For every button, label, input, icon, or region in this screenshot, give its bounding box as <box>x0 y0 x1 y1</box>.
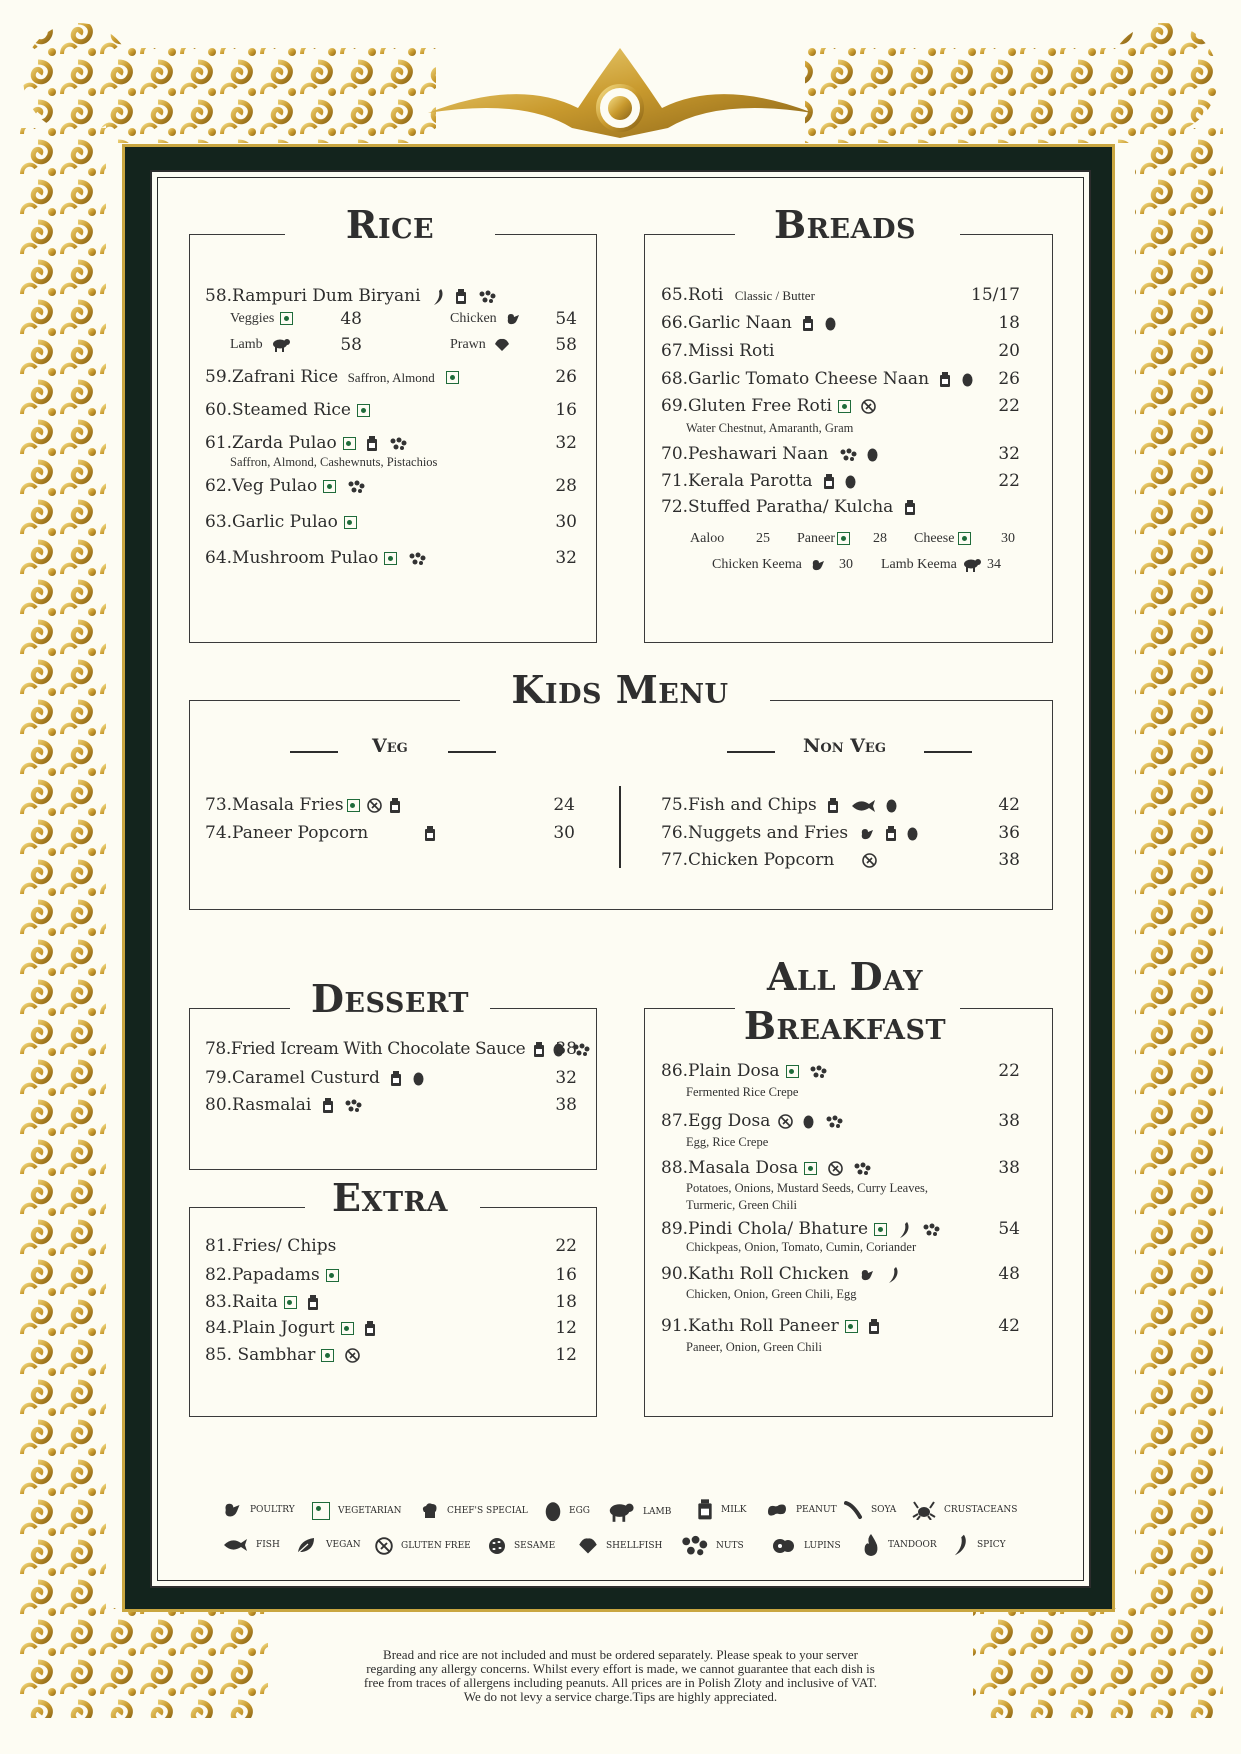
breakfast-price-87: 38 <box>998 1111 1020 1131</box>
peanut-icon <box>766 1502 788 1518</box>
bread-item-65: 65.Roti Classic / Butter <box>661 285 815 305</box>
breakfast-item-87-desc: Egg, Rice Crepe <box>686 1135 769 1149</box>
paratha-price-cheese: 30 <box>1001 531 1015 546</box>
bread-item-69-desc: Water Chestnut, Amaranth, Gram <box>686 421 854 435</box>
breakfast-item-89-desc: Chickpeas, Onion, Tomato, Cumin, Coriander <box>686 1240 917 1254</box>
vegetarian-icon <box>343 437 356 450</box>
egg-icon <box>845 474 856 489</box>
extra-price-81: 22 <box>555 1236 577 1256</box>
fish-icon <box>222 1537 248 1553</box>
bread-item-71: 71.Kerala Parotta <box>661 471 856 491</box>
gluten-free-icon <box>828 1161 843 1176</box>
legend-soya: SOYA <box>843 1500 896 1520</box>
lupins-icon <box>772 1537 796 1555</box>
vegetarian-icon <box>838 400 851 413</box>
poultry-icon <box>859 826 875 842</box>
breakfast-item-88: 88.Masala Dosa <box>661 1158 871 1178</box>
paratha-option-aaloo: Aaloo <box>690 531 725 546</box>
breakfast-price-86: 22 <box>998 1061 1020 1081</box>
biryani-price-prawn: 58 <box>555 335 577 355</box>
milk-icon <box>390 1071 402 1087</box>
disclaimer-line-4: We do not levy a service charge.Tips are highly appreciated. <box>463 1689 778 1704</box>
legend-poultry: POULTRY <box>222 1500 295 1520</box>
poultry-icon <box>810 557 826 573</box>
kids-title: Kids Menu <box>511 667 729 712</box>
kids-price-76: 36 <box>998 823 1020 843</box>
extra-price-85: 12 <box>555 1345 577 1365</box>
rice-item-63: 63.Garlic Pulao <box>205 512 357 532</box>
vegetarian-icon <box>786 1065 799 1078</box>
paratha-price-paneer: 28 <box>873 531 887 546</box>
breakfast-price-91: 42 <box>998 1316 1020 1336</box>
egg-icon <box>803 1114 814 1129</box>
breakfast-price-89: 54 <box>998 1219 1020 1239</box>
legend-spicy: SPICY <box>951 1533 1006 1557</box>
soya-icon <box>843 1500 863 1520</box>
lamb-icon <box>271 338 291 352</box>
nuts-icon <box>478 290 496 304</box>
fish-icon <box>850 798 876 814</box>
milk-icon <box>697 1499 713 1521</box>
bread-item-70: 70.Peshawari Naan <box>661 444 878 464</box>
spicy-icon <box>951 1533 969 1557</box>
spicy-icon <box>431 288 445 306</box>
dessert-panel <box>189 1008 597 1170</box>
dessert-item-78: 78.Fried Icream With Chocolate Sauce <box>205 1039 590 1059</box>
vegetarian-icon <box>874 1223 887 1236</box>
lamb-icon <box>607 1502 635 1522</box>
bread-item-67: 67.Missi Roti <box>661 341 775 361</box>
breakfast-item-91: 91.Kathı Roll Paneer <box>661 1316 880 1336</box>
vegetarian-icon <box>357 404 370 417</box>
milk-icon <box>322 1098 334 1114</box>
paratha-price-aaloo: 25 <box>756 531 770 546</box>
milk-icon <box>868 1319 880 1335</box>
allergy-disclaimer <box>250 1648 991 1704</box>
bread-price-69: 22 <box>998 396 1020 416</box>
vegetarian-icon <box>446 371 459 384</box>
nonveg-subtitle: Non Veg <box>803 735 886 757</box>
dessert-price-78: 38 <box>555 1039 577 1059</box>
nonveg-divider-left <box>727 751 775 753</box>
rice-item-61-desc: Saffron, Almond, Cashewnuts, Pistachios <box>230 455 438 469</box>
disclaimer-line-3: free from traces of allergens including peanuts. All prices are in Polish Zloty and inclusive of VAT. <box>363 1675 878 1690</box>
legend-gluten-free: GLUTEN FREE <box>375 1537 471 1555</box>
milk-icon <box>389 798 401 814</box>
shellfish-icon <box>494 338 510 352</box>
lamb-icon <box>962 558 982 572</box>
spicy-icon <box>897 1221 911 1239</box>
rice-price-62: 28 <box>555 476 577 496</box>
rice-item-60: 60.Steamed Rice <box>205 400 370 420</box>
vegetarian-icon <box>280 312 293 325</box>
poultry-icon <box>222 1500 242 1520</box>
legend-peanut: PEANUT <box>766 1502 837 1518</box>
bread-item-68: 68.Garlic Tomato Cheese Naan <box>661 369 973 389</box>
milk-icon <box>802 316 814 332</box>
rice-item-61: 61.Zarda Pulao <box>205 433 407 453</box>
poultry-icon <box>859 1267 875 1283</box>
breakfast-item-90-desc: Chicken, Onion, Green Chili, Egg <box>686 1287 857 1301</box>
legend-nuts: NUTS <box>680 1535 744 1557</box>
legend-sesame: SESAME <box>488 1537 555 1555</box>
extra-price-84: 12 <box>555 1318 577 1338</box>
bread-item-65-desc: Classic / Butter <box>734 288 815 303</box>
bread-price-66: 18 <box>998 313 1020 333</box>
rice-item-62: 62.Veg Pulao <box>205 476 365 496</box>
rice-price-63: 30 <box>555 512 577 532</box>
biryani-price-veggies: 48 <box>340 309 362 329</box>
rice-price-60: 16 <box>555 400 577 420</box>
vegetarian-icon <box>321 1349 334 1362</box>
paratha-option-cheese: Cheese <box>914 531 971 547</box>
biryani-price-chicken: 54 <box>555 309 577 329</box>
rice-item-59: 59.Zafrani Rice Saffron, Almond <box>205 367 459 387</box>
veg-subtitle: Veg <box>372 735 408 757</box>
vegetarian-icon <box>326 1269 339 1282</box>
vegetarian-icon <box>323 480 336 493</box>
nuts-icon <box>809 1065 827 1079</box>
vegetarian-icon <box>804 1162 817 1175</box>
paratha-price-lamb-keema: 34 <box>987 557 1001 572</box>
kids-price-74: 30 <box>553 823 575 843</box>
dessert-price-80: 38 <box>555 1095 577 1115</box>
extra-price-83: 18 <box>555 1292 577 1312</box>
paratha-option-chicken-keema: Chicken Keema <box>712 557 826 573</box>
bread-price-67: 20 <box>998 341 1020 361</box>
kids-item-73: 73.Masala Fries <box>205 795 401 815</box>
legend-egg: EGG <box>545 1500 590 1522</box>
legend-lupins: LUPINS <box>772 1537 841 1555</box>
rice-item-59-desc: Saffron, Almond <box>347 370 435 385</box>
nuts-icon <box>389 437 407 451</box>
vegetarian-icon <box>347 799 360 812</box>
milk-icon <box>827 798 839 814</box>
legend-vegetarian: VEGETARIAN <box>312 1502 402 1520</box>
rice-price-59: 26 <box>555 367 577 387</box>
bread-price-70: 32 <box>998 444 1020 464</box>
nuts-icon <box>839 448 857 462</box>
veg-divider-left <box>290 751 338 753</box>
legend-crustaceans: CRUSTACEANS <box>912 1500 1017 1520</box>
milk-icon <box>823 474 835 490</box>
rice-item-64: 64.Mushroom Pulao <box>205 548 426 568</box>
breakfast-item-87: 87.Egg Dosa <box>661 1111 843 1131</box>
disclaimer-line-2: regarding any allergy concerns. Whilst every effort is made, we cannot guarantee that each dish is <box>366 1661 875 1676</box>
nuts-icon <box>347 480 365 494</box>
breakfast-title-line2: Breakfast <box>743 1003 947 1048</box>
milk-icon <box>424 826 436 842</box>
kids-item-75: 75.Fish and Chips <box>661 795 897 815</box>
vegetarian-icon <box>837 532 850 545</box>
rice-title: Rice <box>345 202 435 247</box>
extra-item-85: 85. Sambhar <box>205 1345 360 1365</box>
gluten-free-icon <box>367 798 382 813</box>
egg-icon <box>545 1500 561 1522</box>
nuts-icon <box>344 1099 362 1113</box>
extra-item-83: 83.Raita <box>205 1292 319 1312</box>
legend-chefs-special: CHEF'S SPECIAL <box>421 1502 528 1520</box>
kids-item-76: 76.Nuggets and Fries <box>661 823 918 843</box>
extra-item-82: 82.Papadams <box>205 1265 339 1285</box>
nuts-icon <box>853 1162 871 1176</box>
gluten-free-icon <box>862 853 877 868</box>
gluten-free-icon <box>861 399 876 414</box>
biryani-price-lamb: 58 <box>340 335 362 355</box>
vegetarian-icon <box>958 532 971 545</box>
vegetarian-icon <box>312 1502 330 1520</box>
rice-item-58: 58.Rampuri Dum Biryani <box>205 286 496 306</box>
egg-icon <box>907 826 918 841</box>
milk-icon <box>455 289 467 305</box>
milk-icon <box>885 826 897 842</box>
disclaimer-line-1: Bread and rice are not included and must be ordered separately. Please speak to your server <box>383 1647 858 1662</box>
milk-icon <box>366 436 378 452</box>
vegan-icon <box>296 1536 318 1554</box>
egg-icon <box>413 1071 424 1086</box>
nonveg-divider-right <box>924 751 972 753</box>
vegetarian-icon <box>341 1322 354 1335</box>
legend-milk: MILK <box>697 1499 746 1521</box>
kids-item-74: 74.Paneer Popcorn <box>205 823 436 843</box>
biryani-option-veggies: Veggies <box>230 311 293 327</box>
breakfast-price-90: 48 <box>998 1264 1020 1284</box>
veg-divider-right <box>448 751 496 753</box>
gluten-free-icon <box>345 1348 360 1363</box>
egg-icon <box>867 447 878 462</box>
chef-hat-icon <box>421 1502 439 1520</box>
breakfast-item-86: 86.Plain Dosa <box>661 1061 827 1081</box>
extra-item-81: 81.Fries/ Chips <box>205 1236 337 1256</box>
legend-tandoor: TANDOOR <box>862 1533 937 1557</box>
dessert-price-79: 32 <box>555 1068 577 1088</box>
extra-price-82: 16 <box>555 1265 577 1285</box>
breakfast-title-line1: All Day <box>766 954 923 999</box>
kids-item-77: 77.Chicken Popcorn <box>661 850 877 870</box>
bread-price-68: 26 <box>998 369 1020 389</box>
bread-item-72: 72.Stuffed Paratha/ Kulcha <box>661 497 916 517</box>
nuts-icon <box>680 1535 708 1557</box>
nuts-icon <box>825 1115 843 1129</box>
legend-shellfish: SHELLFISH <box>578 1537 662 1555</box>
dessert-title: Dessert <box>310 976 470 1021</box>
bread-item-66: 66.Garlic Naan <box>661 313 836 333</box>
kids-price-77: 38 <box>998 850 1020 870</box>
biryani-option-chicken: Chicken <box>450 311 521 327</box>
vegetarian-icon <box>344 516 357 529</box>
kids-column-divider <box>619 786 621 868</box>
milk-icon <box>904 500 916 516</box>
rice-price-64: 32 <box>555 548 577 568</box>
kids-price-73: 24 <box>553 795 575 815</box>
breakfast-item-88-desc2: Turmeric, Green Chili <box>686 1198 797 1212</box>
kids-price-75: 42 <box>998 795 1020 815</box>
breakfast-item-86-desc: Fermented Rice Crepe <box>686 1085 799 1099</box>
rice-price-61: 32 <box>555 433 577 453</box>
milk-icon <box>533 1042 545 1058</box>
spicy-icon <box>886 1266 900 1284</box>
legend-vegan: VEGAN <box>296 1536 361 1554</box>
biryani-option-prawn: Prawn <box>450 337 510 353</box>
bread-item-69: 69.Gluten Free Roti <box>661 396 876 416</box>
breakfast-item-91-desc: Paneer, Onion, Green Chili <box>686 1340 822 1354</box>
breakfast-item-88-desc: Potatoes, Onions, Mustard Seeds, Curry Leaves, <box>686 1181 928 1195</box>
paratha-option-lamb-keema: Lamb Keema <box>881 557 982 573</box>
breads-title: Breads <box>774 202 916 247</box>
crustaceans-icon <box>912 1500 936 1520</box>
vegetarian-icon <box>284 1296 297 1309</box>
egg-icon <box>886 798 897 813</box>
vegetarian-icon <box>384 552 397 565</box>
breakfast-price-88: 38 <box>998 1158 1020 1178</box>
milk-icon <box>939 372 951 388</box>
nuts-icon <box>408 552 426 566</box>
legend-fish: FISH <box>222 1537 280 1553</box>
bread-price-65: 15/17 <box>971 285 1020 305</box>
gluten-free-icon <box>375 1537 393 1555</box>
extra-item-84: 84.Plain Jogurt <box>205 1318 376 1338</box>
dessert-item-80: 80.Rasmalai <box>205 1095 362 1115</box>
biryani-option-lamb: Lamb <box>230 337 291 353</box>
sesame-icon <box>488 1537 506 1555</box>
vegetarian-icon <box>845 1320 858 1333</box>
extra-title: Extra <box>332 1175 448 1220</box>
nuts-icon <box>922 1223 940 1237</box>
breakfast-item-90: 90.Kathı Roll Chıcken <box>661 1264 900 1284</box>
breakfast-item-89: 89.Pindi Chola/ Bhature <box>661 1219 940 1239</box>
bread-price-71: 22 <box>998 471 1020 491</box>
dessert-item-79: 79.Caramel Custurd <box>205 1068 424 1088</box>
shellfish-icon <box>578 1537 598 1555</box>
egg-icon <box>825 316 836 331</box>
gluten-free-icon <box>778 1114 793 1129</box>
paratha-price-chicken-keema: 30 <box>839 557 853 572</box>
poultry-icon <box>505 311 521 327</box>
tandoor-icon <box>862 1533 880 1557</box>
milk-icon <box>364 1321 376 1337</box>
legend-lamb: LAMB <box>607 1502 671 1522</box>
paratha-option-paneer: Paneer <box>797 531 850 547</box>
milk-icon <box>307 1295 319 1311</box>
